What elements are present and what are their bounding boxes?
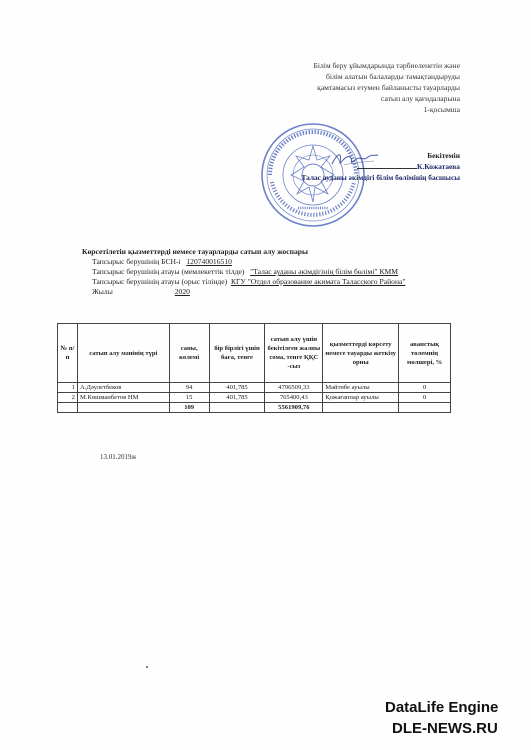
cell-quantity: 15 <box>169 393 209 403</box>
document-date: 13.01.2019ж <box>100 453 137 461</box>
bin-row <box>82 257 405 267</box>
approval-block <box>270 150 460 183</box>
approval-label: Бекітемін <box>427 151 460 160</box>
total-sum: 5561909,76 <box>265 403 323 413</box>
plan-title: Көрсетілетін қызметтерді немесе тауарларды сатып алу жоспары <box>82 247 308 256</box>
cell-subject: А.Дәулетбеков <box>77 383 169 393</box>
name-kz-value: "Талас ауданы әкімдігінің білім бөлімі" КММ <box>250 267 399 276</box>
approver-position: Талас ауданы әкімдігі білім бөлімінің басшысы <box>301 173 460 182</box>
appendix-line: қамтамасыз етумен байланысты тауарларды <box>317 83 460 92</box>
cell-delivery-place: Майтөбе ауылы <box>323 383 399 393</box>
cell-empty <box>58 403 78 413</box>
total-quantity: 109 <box>169 403 209 413</box>
cell-empty <box>77 403 169 413</box>
name-ru-value: КГУ "Отдел образование акимата Таласского Района" <box>230 277 406 286</box>
approver-name: К.Кожатаева <box>417 162 460 171</box>
cell-subject: М.Көшманбетов НМ <box>77 393 169 403</box>
bin-label: Тапсырыс берушінің БСН-і <box>92 257 181 266</box>
col-header-total-sum: сатып алу үшін бекітілген жалпы сома, тенге ҚҚС -сыз <box>265 324 323 383</box>
col-header-quantity: саны, көлемі <box>169 324 209 383</box>
bin-value: 120740016510 <box>186 257 232 266</box>
cell-total-sum: 4796509,33 <box>265 383 323 393</box>
appendix-line: білім алатын балаларды тамақтандыруды <box>326 72 460 81</box>
cell-delivery-place: Қожағаппар ауылы <box>323 393 399 403</box>
table-total-row <box>58 403 451 413</box>
table-row <box>58 383 451 393</box>
cell-index: 2 <box>58 393 78 403</box>
name-kz-row <box>82 267 405 277</box>
cell-empty <box>209 403 265 413</box>
col-header-subject: сатып алу мәнінің түрі <box>77 324 169 383</box>
cell-advance: 0 <box>399 393 451 403</box>
watermark-line-2: DLE-NEWS.RU <box>392 720 498 737</box>
name-kz-label: Тапсырыс берушінің атауы (мемлекеттік тілде) <box>92 267 245 276</box>
cell-advance: 0 <box>399 383 451 393</box>
appendix-line: 1-қосымша <box>423 105 460 114</box>
year-row <box>82 287 405 297</box>
col-header-index: № п/п <box>58 324 78 383</box>
col-header-advance: аванстық төлемнің мөлшері, % <box>399 324 451 383</box>
signature-line <box>357 162 417 169</box>
name-ru-label: Тапсырыс берушінің атауы (орыс тілінде) <box>92 277 228 286</box>
table-header-row <box>58 324 451 383</box>
procurement-table <box>57 323 451 413</box>
year-label: Жылы <box>92 287 113 296</box>
cell-empty <box>323 403 399 413</box>
col-header-unit-price: бір бірлігі үшін баға, тенге <box>209 324 265 383</box>
appendix-note <box>280 60 460 115</box>
cell-empty <box>399 403 451 413</box>
cell-total-sum: 765400,43 <box>265 393 323 403</box>
cell-unit-price: 401,785 <box>209 383 265 393</box>
procurement-plan-header <box>82 247 405 297</box>
approval-signature-row <box>270 161 460 172</box>
cell-index: 1 <box>58 383 78 393</box>
cell-quantity: 94 <box>169 383 209 393</box>
table-row <box>58 393 451 403</box>
year-value: 2020 <box>174 287 190 296</box>
scan-speck <box>146 666 148 668</box>
appendix-line: сатып алу қағидаларына <box>381 94 460 103</box>
appendix-line: Білім беру ұйымдарында тәрбиеленетін және <box>313 61 460 70</box>
name-ru-row <box>82 277 405 287</box>
col-header-delivery-place: қызметтерді көрсету немесе тауарды жеткізу орны <box>323 324 399 383</box>
watermark-line-1: DataLife Engine <box>385 699 499 716</box>
cell-unit-price: 401,785 <box>209 393 265 403</box>
